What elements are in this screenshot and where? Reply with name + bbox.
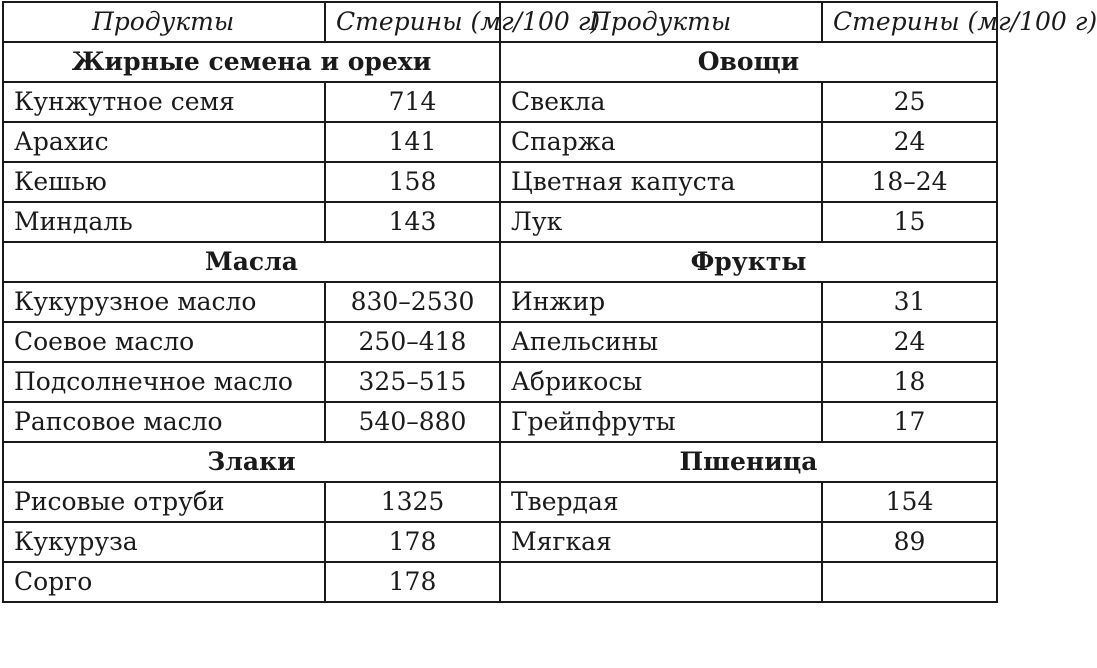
sterol-value: 24 — [822, 122, 997, 162]
product-name: Грейпфруты — [500, 402, 822, 442]
table-row — [3, 402, 997, 442]
sterol-value: 540–880 — [325, 402, 500, 442]
table-row — [3, 482, 997, 522]
column-header-products-left: Продукты — [3, 2, 325, 42]
sterol-value: 143 — [325, 202, 500, 242]
column-header-sterols-right: Стерины (мг/100 г) — [822, 2, 997, 42]
sterol-value: 18 — [822, 362, 997, 402]
product-name: Твердая — [500, 482, 822, 522]
table-row — [3, 522, 997, 562]
table-row — [3, 202, 997, 242]
column-header-sterols-left: Стерины (мг/100 г) — [325, 2, 500, 42]
sterol-value: 89 — [822, 522, 997, 562]
product-name: Кунжутное семя — [3, 82, 325, 122]
product-name: Рапсовое масло — [3, 402, 325, 442]
product-name: Арахис — [3, 122, 325, 162]
section-title-left: Жирные семена и орехи — [3, 42, 500, 82]
empty-cell — [500, 562, 822, 602]
table-row — [3, 282, 997, 322]
empty-cell — [822, 562, 997, 602]
product-name: Свекла — [500, 82, 822, 122]
sterol-content-table — [2, 1, 1097, 603]
section-title-left: Масла — [3, 242, 500, 282]
table-row — [3, 162, 997, 202]
table-header-row — [3, 2, 997, 42]
product-name: Мягкая — [500, 522, 822, 562]
sterol-value: 141 — [325, 122, 500, 162]
sterol-value: 25 — [822, 82, 997, 122]
product-name: Сорго — [3, 562, 325, 602]
sterol-value: 178 — [325, 562, 500, 602]
product-name: Инжир — [500, 282, 822, 322]
product-name: Соевое масло — [3, 322, 325, 362]
product-name: Апельсины — [500, 322, 822, 362]
section-title-right: Овощи — [500, 42, 997, 82]
product-name: Цветная капуста — [500, 162, 822, 202]
section-row — [3, 242, 997, 282]
section-row — [3, 42, 997, 82]
sterol-value: 15 — [822, 202, 997, 242]
sterol-value: 17 — [822, 402, 997, 442]
product-name: Кукуруза — [3, 522, 325, 562]
sterol-value: 830–2530 — [325, 282, 500, 322]
sterol-value: 24 — [822, 322, 997, 362]
section-title-right: Фрукты — [500, 242, 997, 282]
product-name: Кешью — [3, 162, 325, 202]
product-name: Подсолнечное масло — [3, 362, 325, 402]
section-row — [3, 442, 997, 482]
sterol-value: 714 — [325, 82, 500, 122]
table-row — [3, 322, 997, 362]
sterol-value: 18–24 — [822, 162, 997, 202]
column-header-products-right: Продукты — [500, 2, 822, 42]
sterol-value: 158 — [325, 162, 500, 202]
sterol-value: 154 — [822, 482, 997, 522]
sterol-value: 31 — [822, 282, 997, 322]
product-name: Кукурузное масло — [3, 282, 325, 322]
table-row — [3, 562, 997, 602]
product-name: Миндаль — [3, 202, 325, 242]
table-row — [3, 362, 997, 402]
section-title-right: Пшеница — [500, 442, 997, 482]
sterol-value: 250–418 — [325, 322, 500, 362]
section-title-left: Злаки — [3, 442, 500, 482]
table-row — [3, 122, 997, 162]
sterol-value: 325–515 — [325, 362, 500, 402]
sterol-value: 178 — [325, 522, 500, 562]
sterol-value: 1325 — [325, 482, 500, 522]
product-name: Лук — [500, 202, 822, 242]
product-name: Рисовые отруби — [3, 482, 325, 522]
table-row — [3, 82, 997, 122]
product-name: Абрикосы — [500, 362, 822, 402]
product-name: Спаржа — [500, 122, 822, 162]
